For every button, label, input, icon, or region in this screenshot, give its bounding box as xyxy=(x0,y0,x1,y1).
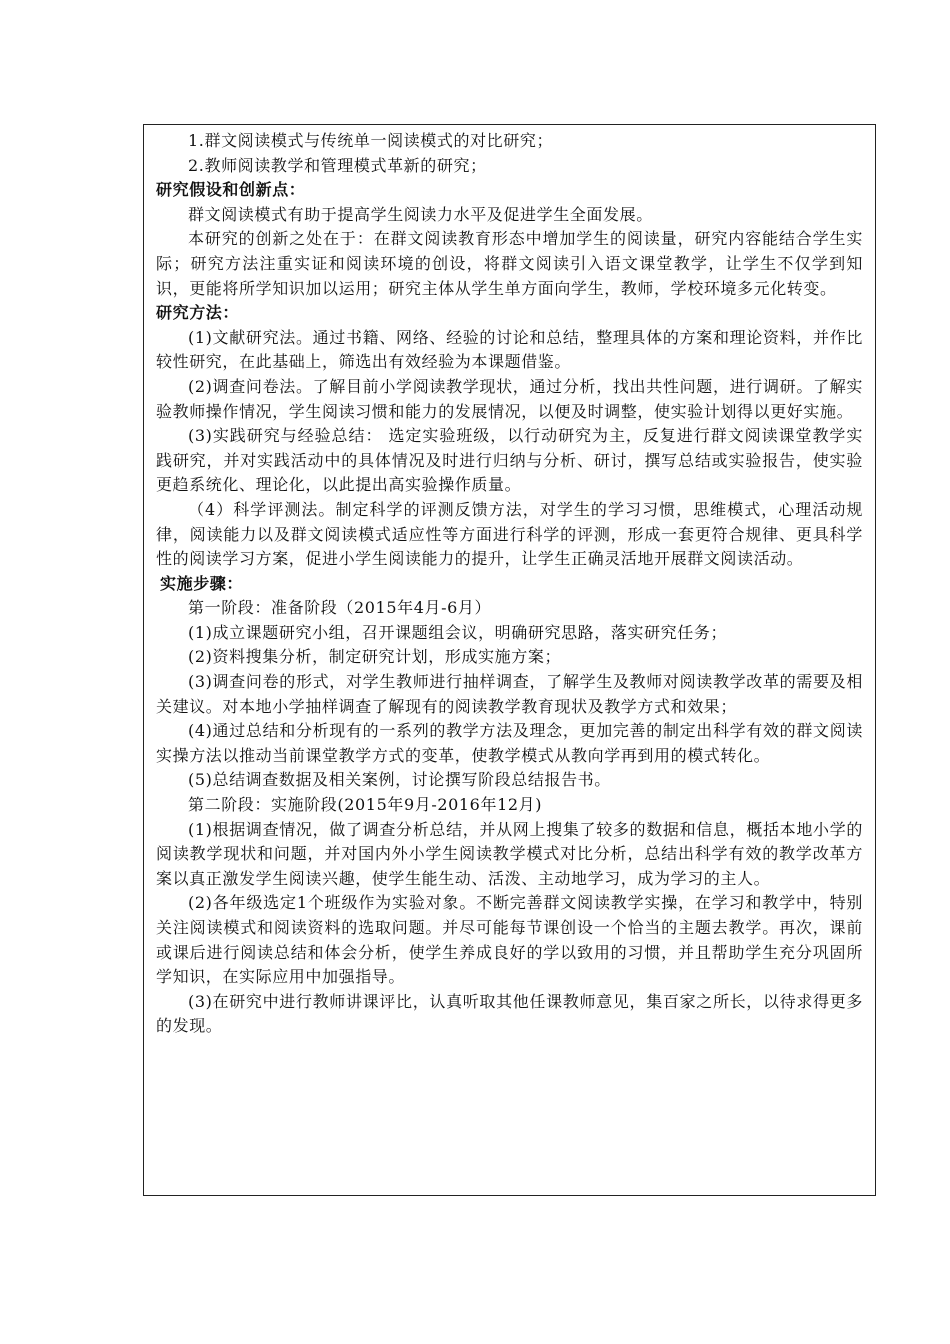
objective-line-2: 2.教师阅读教学和管理模式革新的研究； xyxy=(188,155,487,175)
method-item-1: (1)文献研究法。通过书籍、网络、经验的讨论和总结，整理具体的方案和理论资料，并作比较性研究，在此基础上，筛选出有效经验为本课题借鉴。 xyxy=(156,327,863,372)
stage-2-item-1: (1)根据调查情况，做了调查分析总结，并从网上搜集了较多的数据和信息，概括本地小学的阅读教学现状和问题，并对国内外小学生阅读教学模式对比分析，总结出科学有效的教学改革方案以真正激发学生阅读兴趣，使学生能生动、活泼、主动地学习，成为学习的主人。 xyxy=(156,819,863,888)
objective-line-1: 1.群文阅读模式与传统单一阅读模式的对比研究； xyxy=(188,131,554,150)
stage-2-item-3: (3)在研究中进行教师讲课评比，认真听取其他任课教师意见，集百家之所长，以待求得更多的发现。 xyxy=(156,991,863,1036)
document-content xyxy=(156,129,863,1039)
section-heading-methods: 研究方法： xyxy=(156,303,240,323)
innovation-paragraph: 本研究的创新之处在于：在群文阅读教育形态中增加学生的阅读量，研究内容能结合学生实际；研究方法注重实证和阅读环境的创设，将群文阅读引入语文课堂教学，让学生不仅学到知识，更能将所学知识加以运用；研究主体从学生单方面向学生，教师，学校环境多元化转变。 xyxy=(156,229,863,298)
hypothesis-paragraph: 群文阅读模式有助于提高学生阅读力水平及促进学生全面发展。 xyxy=(188,204,653,224)
method-item-3: (3)实践研究与经验总结： 选定实验班级，以行动研究为主，反复进行群文阅读课堂教学实践研究，并对实践活动中的具体情况及时进行归纳与分析、研讨，撰写总结或实验报告，使实验更趋系统化、理论化，以此提出高实验操作质量。 xyxy=(156,426,863,495)
section-heading-hypothesis: 研究假设和创新点： xyxy=(156,180,306,200)
stage-2-item-2: (2)各年级选定1个班级作为实验对象。不断完善群文阅读教学实操，在学习和教学中，特别关注阅读模式和阅读资料的选取问题。并尽可能每节课创设一个恰当的主题去教学。再次，课前或课后进行阅读总结和体会分析，使学生养成良好的学以致用的习惯，并且帮助学生充分巩固所学知识，在实际应用中加强指导。 xyxy=(156,893,863,987)
document-table-cell xyxy=(143,124,876,1196)
method-item-4: （4）科学评测法。制定科学的评测反馈方法，对学生的学习习惯，思维模式，心理活动规律，阅读能力以及群文阅读模式适应性等方面进行科学的评测，形成一套更符合规律、更具科学性的阅读学习方案，促进小学生阅读能力的提升，让学生正确灵活地开展群文阅读活动。 xyxy=(156,499,863,569)
stage-1-title: 第一阶段：准备阶段（2015年4月-6月） xyxy=(188,598,492,618)
method-item-2: (2)调查问卷法。了解目前小学阅读教学现状，通过分析，找出共性问题，进行调研。了解实验教师操作情况，学生阅读习惯和能力的发展情况，以便及时调整，使实验计划得以更好实施。 xyxy=(156,376,863,421)
stage-1-item-2: (2)资料搜集分析，制定研究计划，形成实施方案； xyxy=(188,647,562,667)
stage-1-item-1: (1)成立课题研究小组，召开课题组会议，明确研究思路，落实研究任务； xyxy=(188,622,728,642)
stage-1-item-5: (5)总结调查数据及相关案例，讨论撰写阶段总结报告书。 xyxy=(188,770,611,790)
section-heading-steps: 实施步骤： xyxy=(160,573,244,593)
stage-1-item-3: (3)调查问卷的形式，对学生教师进行抽样调查，了解学生及教师对阅读教学改革的需要及相关建议。对本地小学抽样调查了解现有的阅读教学教育现状及教学方式和效果； xyxy=(156,672,863,716)
stage-1-item-4: (4)通过总结和分析现有的一系列的教学方法及理念，更加完善的制定出科学有效的群文阅读实操方法以推动当前课堂教学方式的变革，使教学模式从教向学再到用的模式转化。 xyxy=(156,721,863,765)
stage-2-title: 第二阶段：实施阶段(2015年9月-2016年12月) xyxy=(188,795,543,815)
